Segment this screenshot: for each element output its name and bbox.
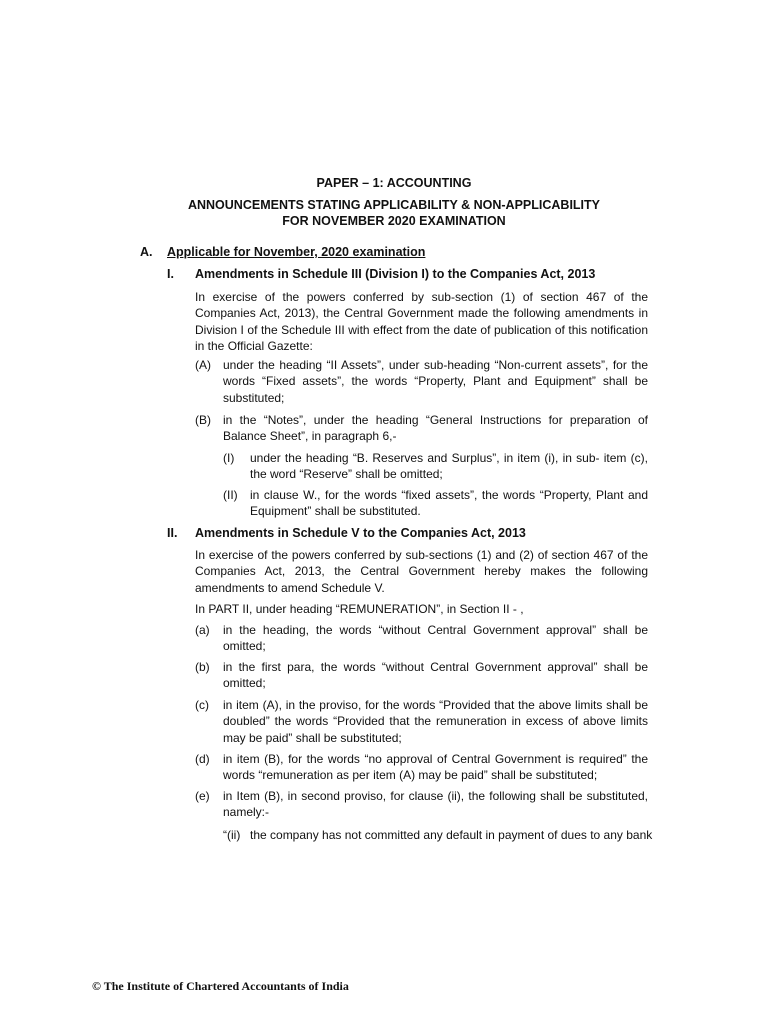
item-text: in item (A), in the proviso, for the words “Provided that the above limits shall be doubled” the words “Provided that the remuneration in excess of above limits may be paid” shall be substituted; [223,698,648,745]
part2-item-d [195,751,648,785]
part1-item-a [195,357,648,407]
subitem-label: (II) [223,488,238,502]
item-text: in the heading, the words “without Central Government approval” shall be omitted; [223,623,648,654]
part2-item-e [195,788,648,822]
quote-label: “(ii) [223,828,241,842]
section-a-heading-text: Applicable for November, 2020 examination [167,245,426,259]
item-label: (c) [195,698,209,712]
item-text: in item (B), for the words “no approval of Central Government is required” the words “remuneration as per item (A) may be paid” shall be substituted; [223,752,648,783]
item-text: in the first para, the words “without Central Government approval” shall be omitted; [223,660,648,691]
item-label: (b) [195,660,210,674]
quote-text: the company has not committed any default in payment of dues to any bank [250,828,653,842]
subitem-text: in clause W., for the words “fixed assets”, the words “Property, Plant and Equipment” shall be substituted. [250,488,648,519]
part2-item-a [195,622,648,656]
part2-label: II. [167,526,178,540]
section-a-label: A. [140,245,153,259]
paper-title: PAPER – 1: ACCOUNTING [316,176,472,190]
item-label: (e) [195,789,210,803]
part1-intro: In exercise of the powers conferred by sub-section (1) of section 467 of the Companies Act, 2013), the Central Government made the following amendments in Division I of the Schedule III with effect from the date of publication of this notification in the Official Gazette: [195,290,648,353]
part1-heading: Amendments in Schedule III (Division I) to the Companies Act, 2013 [195,267,596,281]
item-text: in Item (B), in second proviso, for clause (ii), the following shall be substituted, namely:- [223,789,648,820]
item-text: in the “Notes”, under the heading “General Instructions for preparation of Balance Sheet”, in paragraph 6,- [223,413,648,444]
item-text: under the heading “II Assets”, under sub-heading “Non-current assets”, for the words “Fixed assets”, the words “Property, Plant and Equipment” shall be substituted; [223,358,648,405]
part2-lead: In PART II, under heading “REMUNERATION”, in Section II - , [195,602,524,616]
part2-item-c [195,697,648,747]
section-a-heading [167,245,425,259]
item-label: (d) [195,752,210,766]
subitem-text: under the heading “B. Reserves and Surplus”, in item (i), in sub- item (c), the word “Reserve” shall be omitted; [250,451,648,482]
subitem-label: (I) [223,451,235,465]
footer-copyright: © The Institute of Chartered Accountants of India [92,979,349,993]
part1-item-b [195,412,648,446]
item-label: (a) [195,623,210,637]
part2-heading: Amendments in Schedule V to the Companies Act, 2013 [195,526,526,540]
part2-quote [223,827,653,845]
part1-subitem-ii [223,487,648,521]
part2-intro: In exercise of the powers conferred by sub-sections (1) and (2) of section 467 of the Companies Act, 2013, the Central Government hereby makes the following amendments to amend Schedule V. [195,548,648,595]
announcement-title-line2: FOR NOVEMBER 2020 EXAMINATION [282,214,506,228]
part2-item-b [195,659,648,693]
part1-label: I. [167,267,174,281]
item-label: (B) [195,413,211,427]
part1-subitem-i [223,450,648,484]
item-label: (A) [195,358,211,372]
announcement-title-line1: ANNOUNCEMENTS STATING APPLICABILITY & NON-APPLICABILITY [187,198,601,212]
